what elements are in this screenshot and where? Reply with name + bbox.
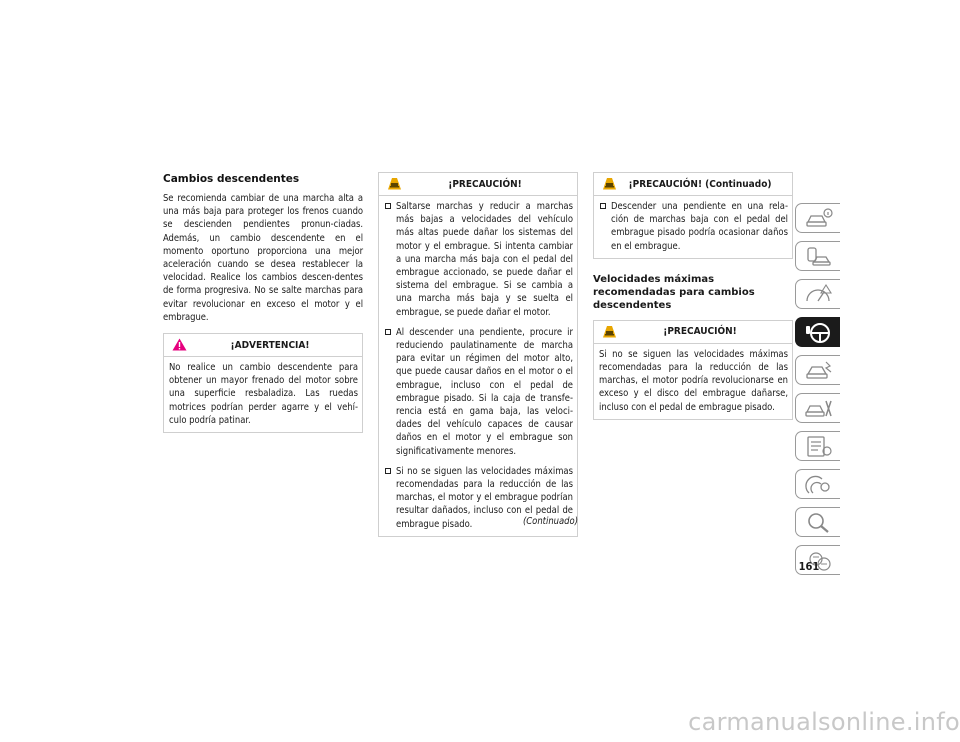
caution-car-icon [387, 177, 402, 190]
column-middle [378, 172, 578, 537]
tab-dashboard[interactable] [795, 279, 840, 309]
caution-car-icon [602, 325, 617, 338]
warning-box [163, 333, 363, 433]
column-left [163, 172, 363, 433]
list-item: Saltarse marchas y reducir a marchas más bajas a velocidades del vehículo más altas puede dañar los sistemas del motor y el embrague. Si intenta cambiar a una marcha más baja con el pedal del embrague accionado, se puede dañar el sistema del embrague. Si se cambia a una marcha más baja y se suelta el embrague, se puede dañar el motor. [384, 200, 573, 319]
tab-car-info[interactable] [795, 203, 840, 233]
tab-starting-operating[interactable] [795, 317, 840, 347]
warning-header [164, 334, 362, 357]
bullet-square-icon [385, 203, 391, 209]
caution-box [378, 172, 578, 537]
caution-continued-title: ¡PRECAUCIÓN! (Continuado) [628, 178, 772, 190]
car-info-icon [804, 207, 834, 230]
caution-list [384, 200, 573, 531]
caution-title: ¡PRECAUCIÓN! [448, 178, 522, 190]
car-service-icon [804, 397, 834, 420]
multimedia-icon [804, 473, 834, 496]
list-item: Descender una pendiente en una rela-ción de marchas baja con el pedal del embrague pisado podría ocasionar daños en el embrague. [599, 200, 788, 253]
car-crash-icon [804, 359, 834, 382]
caution-body-2 [594, 344, 792, 419]
caution-box-2 [593, 320, 793, 420]
tab-multimedia[interactable] [795, 469, 840, 499]
column-right [593, 172, 793, 420]
dashboard-warning-icon [804, 283, 834, 306]
watermark: carmanualsonline.info [688, 708, 960, 736]
list-item: Si no se siguen las velocidades máximas recomendadas para la reducción de las marchas, el motor y el embrague podrían resultar dañados, incluso con el pedal de embrague pisado. [384, 465, 573, 531]
section-title: Cambios descendentes [163, 173, 300, 185]
bullet-square-icon [600, 203, 606, 209]
tab-emergency[interactable] [795, 355, 840, 385]
caution-text-2: Si no se siguen las velocidades máximas recomendadas para la reducción de las marchas, el motor podría revolucionarse en exceso y el disco del embrague dañarse, incluso con el pedal de embrague pisado. [599, 348, 788, 413]
caution-body [379, 196, 577, 536]
maintenance-list-icon [804, 435, 834, 458]
warning-title: ¡ADVERTENCIA! [230, 339, 310, 351]
caution-continued-body [594, 196, 792, 258]
caution-header-2 [594, 321, 792, 344]
tab-index[interactable] [795, 507, 840, 537]
chapter-tabs [795, 203, 840, 583]
subsection-title: Velocidades máximas recomendadas para cambios descendentes [593, 273, 755, 311]
body-paragraph: Se recomienda cambiar de una marcha alta a una más baja para proteger los frenos cuando se descienden pendientes pronun-ciadas. Además, un cambio descendente en el momento oportuno proporciona una mejor aceleración cuando se desea restablecer la velocidad. Realice los cambios descen-dentes de forma progresiva. No se salte marchas para evitar revolucionar en exceso el motor y el embrague. [163, 193, 363, 323]
warning-text: No realice un cambio descendente para obtener un mayor frenado del motor sobre una superficie resbaladiza. Las ruedas motrices podrían perder agarre y el vehí-culo podría patinar. [169, 362, 358, 426]
search-icon [804, 511, 834, 534]
continued-note: (Continuado) [522, 516, 578, 527]
bullet-square-icon [385, 329, 391, 335]
caution-continued-list [599, 200, 788, 253]
steering-wheel-icon [804, 321, 834, 344]
tab-specifications[interactable] [795, 431, 840, 461]
car-key-icon [804, 245, 834, 268]
caution-header [379, 173, 577, 196]
tab-service[interactable] [795, 393, 840, 423]
caution-title-2: ¡PRECAUCIÓN! [663, 326, 737, 338]
bullet-square-icon [385, 468, 391, 474]
page-number: 161 [798, 560, 820, 573]
caution-continued-header [594, 173, 792, 196]
list-item: Al descender una pendiente, procure ir reduciendo paulatinamente de marcha para evitar un régimen del motor alto, que puede causar daños en el motor o el embrague, incluso con el pedal de embrague pisado. Si la caja de transfe-rencia está en gama baja, las veloci-dades del vehículo capaces de causar daños en el motor y el embrague son significativamente menores. [384, 326, 573, 458]
caution-car-icon [602, 177, 617, 190]
warning-triangle-icon [172, 338, 187, 351]
warning-body [164, 357, 362, 432]
caution-continued-box [593, 172, 793, 259]
tab-car-key[interactable] [795, 241, 840, 271]
